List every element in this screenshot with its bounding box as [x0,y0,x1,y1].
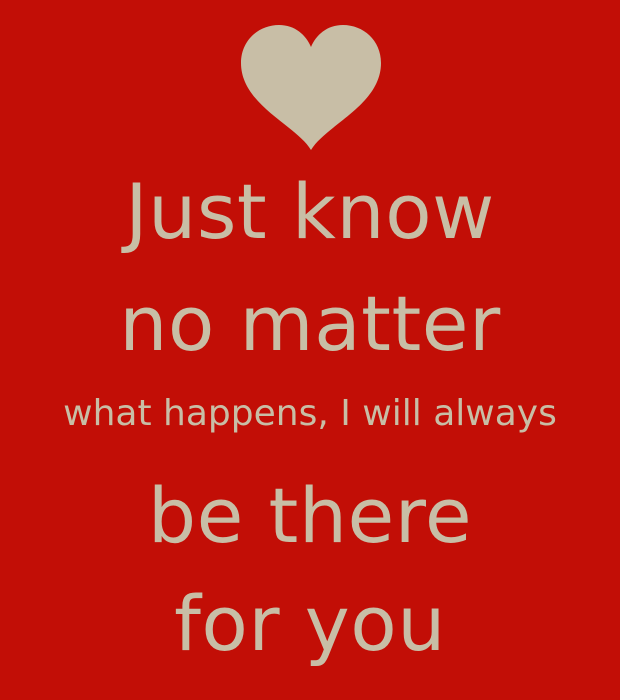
headline-line-1: Just know [125,167,495,256]
subline-line-3: what happens, I will always [63,393,557,434]
heart-icon [241,25,381,155]
headline-line-4: be there [147,471,473,560]
headline-line-2: no matter [119,279,501,368]
headline-line-5: for you [174,579,446,668]
